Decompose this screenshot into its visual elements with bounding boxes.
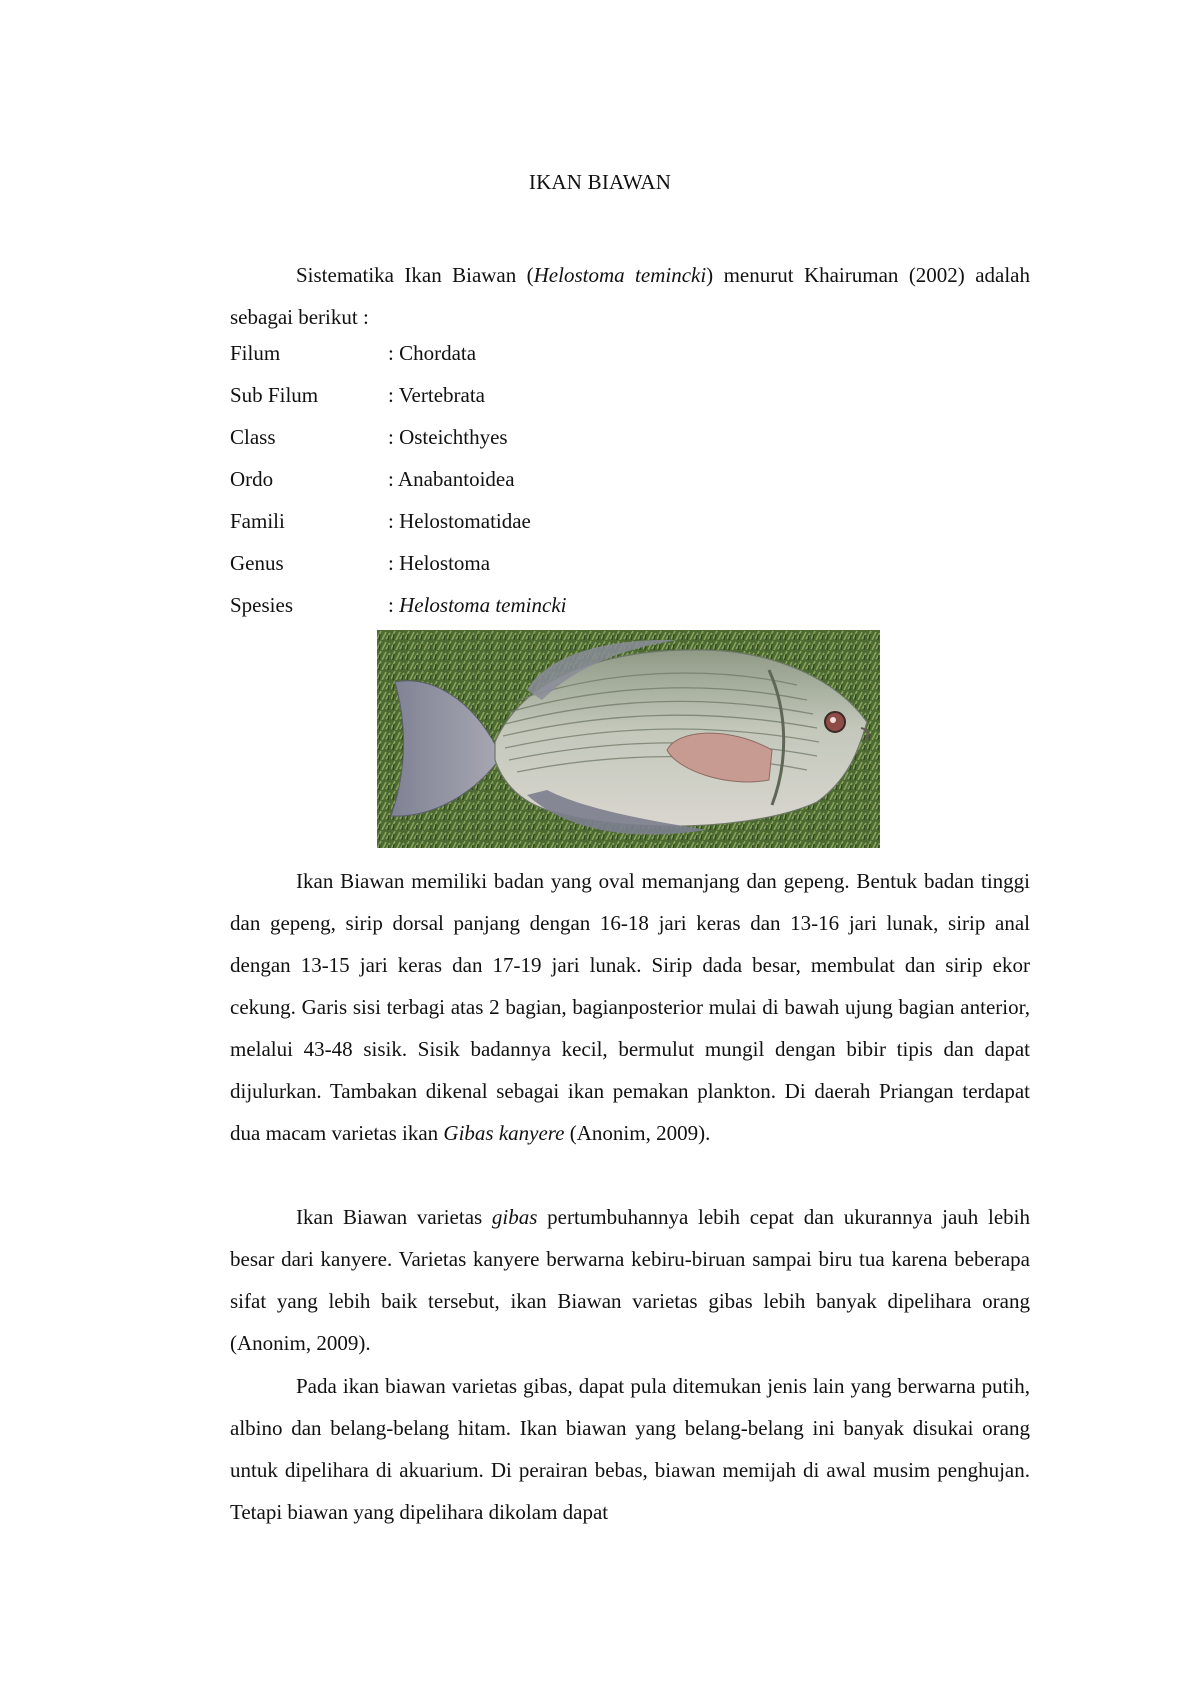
- taxonomy-key: Class: [230, 425, 276, 449]
- intro-paragraph: [230, 254, 1030, 338]
- taxonomy-key: Famili: [230, 509, 285, 533]
- taxonomy-key: Genus: [230, 551, 284, 575]
- taxonomy-key: Filum: [230, 341, 281, 365]
- taxonomy-row: [230, 542, 566, 584]
- species-prefix: :: [388, 593, 400, 617]
- taxonomy-value: : Osteichthyes: [388, 425, 508, 449]
- taxonomy-value: : Vertebrata: [388, 383, 485, 407]
- taxonomy-key: Sub Filum: [230, 383, 319, 407]
- p3-text: Pada ikan biawan varietas gibas, dapat pula ditemukan jenis lain yang berwarna putih, albino dan belang-belang hitam. Ikan biawan yang belang-belang ini banyak disukai orang untuk dipelihara di akuarium. Di perairan bebas, biawan memijah di awal musim penghujan. Tetapi biawan yang dipelihara dikolam dapat: [230, 1374, 1030, 1524]
- taxonomy-row: [230, 416, 566, 458]
- taxonomy-value: : Chordata: [388, 341, 477, 365]
- taxonomy-row: [230, 374, 566, 416]
- intro-text-after: ) menurut Khairuman (2002) adalah sebagai berikut :: [230, 263, 1030, 329]
- fish-photo: [377, 630, 880, 848]
- p2-text-after: pertumbuhannya lebih cepat dan ukurannya jauh lebih besar dari kanyere. Varietas kanyere berwarna kebiru-biruan sampai biru tua karena beberapa sifat yang lebih baik tersebut, ikan Biawan varietas gibas lebih banyak dipelihara orang (Anonim, 2009).: [230, 1205, 1030, 1355]
- intro-text-before: Sistematika Ikan Biawan (: [296, 263, 534, 287]
- taxonomy-row: [230, 458, 566, 500]
- p1-text-after: (Anonim, 2009).: [564, 1121, 711, 1145]
- paragraph-2: [230, 1196, 1030, 1364]
- taxonomy-list: [230, 332, 566, 626]
- taxonomy-key: Spesies: [230, 593, 293, 617]
- fish-illustration: [377, 630, 880, 848]
- page-title: IKAN BIAWAN: [528, 170, 672, 194]
- paragraph-3: [230, 1365, 1030, 1533]
- p2-text: Ikan Biawan varietas: [296, 1205, 492, 1229]
- taxonomy-key: Ordo: [230, 467, 274, 491]
- taxonomy-row: [230, 332, 566, 374]
- p1-text: Ikan Biawan memiliki badan yang oval memanjang dan gepeng. Bentuk badan tinggi dan gepeng, sirip dorsal panjang dengan 16-18 jari keras dan 13-16 jari lunak, sirip anal dengan 13-15 jari keras dan 17-19 jari lunak. Sirip dada besar, membulat dan sirip ekor cekung. Garis sisi terbagi atas 2 bagian, bagianposterior mulai di bawah ujung bagian anterior, melalui 43-48 sisik. Sisik badannya kecil, bermulut mungil dengan bibir tipis dan dapat dijulurkan. Tambakan dikenal sebagai ikan pemakan plankton. Di daerah Priangan terdapat dua macam varietas ikan: [230, 869, 1030, 1145]
- taxonomy-value: : Helostomatidae: [388, 509, 531, 533]
- taxonomy-value: [388, 584, 566, 626]
- p2-italic: gibas: [491, 1205, 538, 1229]
- paragraph-1: [230, 860, 1030, 1154]
- taxonomy-row: [230, 500, 566, 542]
- taxonomy-row: [230, 584, 566, 626]
- taxonomy-value: : Anabantoidea: [388, 467, 515, 491]
- taxonomy-value: : Helostoma: [388, 551, 491, 575]
- species-italic: Helostoma temincki: [399, 593, 567, 617]
- p1-italic: Gibas kanyere: [443, 1121, 565, 1145]
- intro-species: Helostoma temincki: [533, 263, 707, 287]
